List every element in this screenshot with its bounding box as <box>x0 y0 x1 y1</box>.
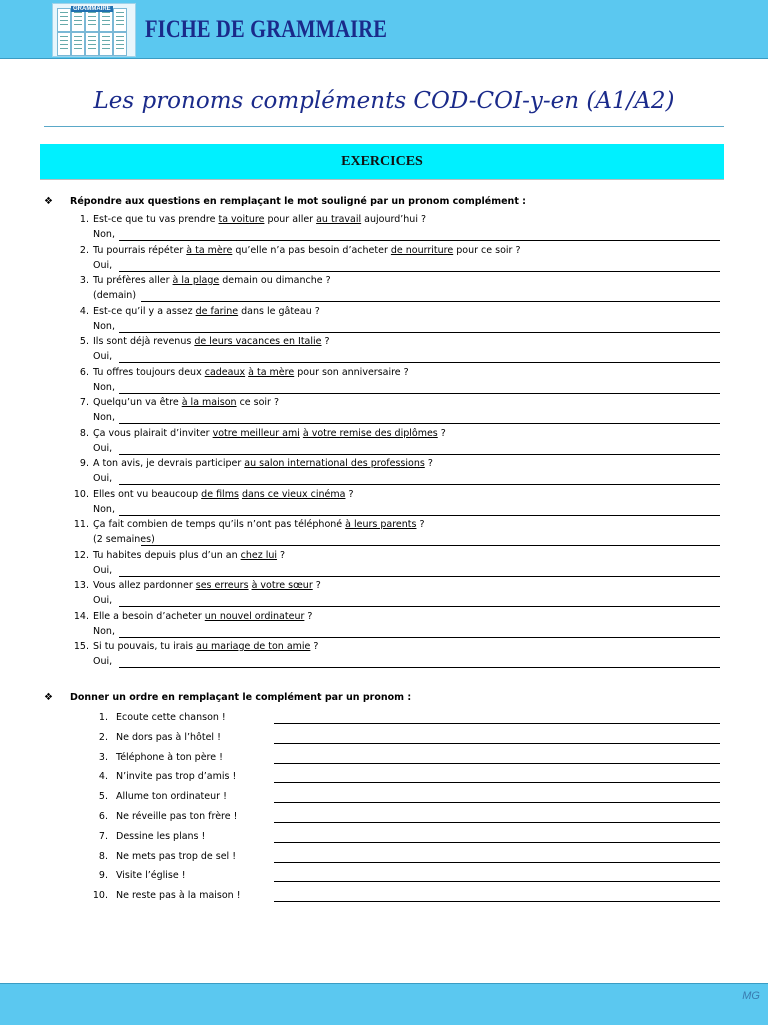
logo-label: GRAMMAIRE <box>73 6 111 12</box>
answer-prefix: Oui, <box>93 656 113 667</box>
question-number: 15. <box>73 641 89 652</box>
answer-line[interactable] <box>141 545 720 546</box>
diamond-bullet-icon: ❖ <box>44 196 53 207</box>
question-9 <box>79 458 433 469</box>
question-12 <box>73 550 286 561</box>
underlined-complement: de films <box>201 489 239 500</box>
answer-line[interactable] <box>119 332 720 333</box>
question-11 <box>73 519 425 530</box>
question-text: Quelqu’un va être <box>93 397 182 408</box>
order-6: Ne réveille pas ton frère ! <box>116 811 238 822</box>
question-14 <box>73 611 313 622</box>
section2-instruction-text: Donner un ordre en remplaçant le complément par un pronom : <box>70 692 412 703</box>
answer-line[interactable] <box>119 606 720 607</box>
underlined-complement: ta voiture <box>218 214 265 225</box>
question-text: aujourd’hui ? <box>361 214 427 225</box>
answer-line[interactable] <box>274 782 720 783</box>
section1-instruction <box>44 196 526 207</box>
order-3: Téléphone à ton père ! <box>116 752 223 763</box>
question-text: ? <box>277 550 286 561</box>
question-7 <box>79 397 280 408</box>
question-text: demain ou dimanche ? <box>219 275 331 286</box>
question-text: ? <box>312 580 321 591</box>
underlined-complement: de leurs vacances en Italie <box>194 336 322 347</box>
underlined-complement: cadeaux <box>204 367 246 378</box>
order-2: Ne dors pas à l’hôtel ! <box>116 732 221 743</box>
underlined-complement: chez lui <box>240 550 278 561</box>
question-13 <box>73 580 321 591</box>
question-text: ? <box>345 489 354 500</box>
question-number: 6. <box>79 367 89 378</box>
header-bar <box>0 0 768 59</box>
answer-line[interactable] <box>119 484 720 485</box>
section2-instruction <box>44 692 411 703</box>
answer-line[interactable] <box>274 842 720 843</box>
underlined-complement: au salon international des professions <box>244 458 425 469</box>
order-5: Allume ton ordinateur ! <box>116 791 227 802</box>
header-title: FICHE DE GRAMMAIRE <box>145 16 388 43</box>
question-1 <box>79 214 427 225</box>
answer-prefix: (2 semaines) <box>93 534 155 545</box>
underlined-complement: à leurs parents <box>345 519 417 530</box>
question-text: ce soir ? <box>236 397 280 408</box>
answer-prefix: Non, <box>93 321 115 332</box>
question-4 <box>79 306 320 317</box>
order-7: Dessine les plans ! <box>116 831 206 842</box>
answer-line[interactable] <box>141 301 720 302</box>
question-number: 1. <box>79 214 89 225</box>
underlined-complement: dans ce vieux cinéma <box>241 489 346 500</box>
order-number: 3. <box>98 752 108 763</box>
underlined-complement: à ta mère <box>248 367 295 378</box>
question-text: ? <box>310 641 319 652</box>
answer-line[interactable] <box>274 763 720 764</box>
question-number: 5. <box>79 336 89 347</box>
order-1: Ecoute cette chanson ! <box>116 712 226 723</box>
underlined-complement: à la plage <box>172 275 220 286</box>
answer-prefix: Oui, <box>93 473 113 484</box>
question-text: Si tu pouvais, tu irais <box>93 641 197 652</box>
answer-prefix: Oui, <box>93 595 113 606</box>
answer-line[interactable] <box>119 637 720 638</box>
answer-prefix: Non, <box>93 382 115 393</box>
question-text: Tu offres toujours deux <box>93 367 205 378</box>
question-text: ? <box>304 611 313 622</box>
order-10: Ne reste pas à la maison ! <box>116 890 241 901</box>
question-text: Est-ce que tu vas prendre <box>93 214 219 225</box>
answer-prefix: Non, <box>93 504 115 515</box>
section1-instruction-text: Répondre aux questions en remplaçant le mot souligné par un pronom complément : <box>70 196 526 207</box>
order-number: 7. <box>98 831 108 842</box>
answer-line[interactable] <box>119 240 720 241</box>
order-number: 5. <box>98 791 108 802</box>
question-number: 12. <box>73 550 89 561</box>
answer-line[interactable] <box>119 667 720 668</box>
underlined-complement: de nourriture <box>390 245 454 256</box>
answer-line[interactable] <box>119 454 720 455</box>
question-number: 10. <box>73 489 89 500</box>
question-8 <box>79 428 446 439</box>
exercises-banner: EXERCICES <box>40 144 724 180</box>
question-text: A ton avis, je devrais participer <box>93 458 245 469</box>
question-number: 11. <box>73 519 89 530</box>
underlined-complement: au travail <box>316 214 362 225</box>
answer-prefix: Non, <box>93 626 115 637</box>
question-text: Est-ce qu’il y a assez <box>93 306 196 317</box>
order-4: N’invite pas trop d’amis ! <box>116 771 237 782</box>
answer-line[interactable] <box>119 271 720 272</box>
answer-prefix: (demain) <box>93 290 137 301</box>
answer-prefix: Oui, <box>93 565 113 576</box>
underlined-complement: un nouvel ordinateur <box>204 611 305 622</box>
question-text: Elles ont vu beaucoup <box>93 489 202 500</box>
question-text: pour ce soir ? <box>453 245 521 256</box>
question-text: Vous allez pardonner <box>93 580 196 591</box>
order-8: Ne mets pas trop de sel ! <box>116 851 237 862</box>
question-5 <box>79 336 330 347</box>
order-number: 2. <box>98 732 108 743</box>
answer-line[interactable] <box>119 515 720 516</box>
answer-prefix: Non, <box>93 412 115 423</box>
order-number: 10. <box>92 890 108 901</box>
answer-line[interactable] <box>119 393 720 394</box>
underlined-complement: à ta mère <box>186 245 233 256</box>
underlined-complement: ses erreurs <box>195 580 249 591</box>
answer-line[interactable] <box>274 862 720 863</box>
answer-line[interactable] <box>274 822 720 823</box>
question-3 <box>79 275 331 286</box>
question-text: Elle a besoin d’acheter <box>93 611 205 622</box>
answer-line[interactable] <box>274 901 720 902</box>
question-10 <box>73 489 354 500</box>
question-text: ? <box>424 458 433 469</box>
question-text: Tu pourrais répéter <box>93 245 187 256</box>
question-text: ? <box>416 519 425 530</box>
question-text: Ça vous plairait d’inviter <box>93 428 213 439</box>
question-number: 8. <box>79 428 89 439</box>
answer-line[interactable] <box>274 723 720 724</box>
order-9: Visite l’église ! <box>116 870 186 881</box>
underlined-complement: à votre sœur <box>251 580 313 591</box>
title-divider <box>44 126 724 127</box>
answer-line[interactable] <box>274 802 720 803</box>
answer-line[interactable] <box>119 423 720 424</box>
underlined-complement: de farine <box>195 306 239 317</box>
question-number: 2. <box>79 245 89 256</box>
answer-line[interactable] <box>119 362 720 363</box>
answer-prefix: Oui, <box>93 260 113 271</box>
question-6 <box>79 367 409 378</box>
answer-prefix: Oui, <box>93 351 113 362</box>
question-text: Tu habites depuis plus d’un an <box>93 550 241 561</box>
footer-bar <box>0 983 768 1025</box>
question-number: 9. <box>79 458 89 469</box>
question-text: pour son anniversaire ? <box>294 367 409 378</box>
underlined-complement: votre meilleur ami <box>212 428 300 439</box>
question-number: 3. <box>79 275 89 286</box>
grammar-logo-icon <box>52 3 136 57</box>
answer-line[interactable] <box>119 576 720 577</box>
order-number: 1. <box>98 712 108 723</box>
answer-prefix: Oui, <box>93 443 113 454</box>
question-number: 4. <box>79 306 89 317</box>
question-text: pour aller <box>264 214 317 225</box>
question-text: Tu préfères aller <box>93 275 173 286</box>
order-number: 6. <box>98 811 108 822</box>
question-number: 13. <box>73 580 89 591</box>
underlined-complement: à la maison <box>181 397 237 408</box>
question-text: dans le gâteau ? <box>238 306 320 317</box>
diamond-bullet-icon: ❖ <box>44 692 53 703</box>
author-initials: MG <box>742 990 760 1002</box>
question-number: 7. <box>79 397 89 408</box>
answer-line[interactable] <box>274 743 720 744</box>
question-text: ? <box>437 428 446 439</box>
question-number: 14. <box>73 611 89 622</box>
question-text: Ils sont déjà revenus <box>93 336 195 347</box>
order-number: 9. <box>98 870 108 881</box>
answer-line[interactable] <box>274 881 720 882</box>
question-text: ? <box>321 336 330 347</box>
answer-prefix: Non, <box>93 229 115 240</box>
underlined-complement: au mariage de ton amie <box>196 641 311 652</box>
question-text: Ça fait combien de temps qu’ils n’ont pas téléphoné <box>93 519 346 530</box>
order-number: 8. <box>98 851 108 862</box>
question-15 <box>73 641 319 652</box>
question-2 <box>79 245 521 256</box>
order-number: 4. <box>98 771 108 782</box>
question-text: qu’elle n’a pas besoin d’acheter <box>232 245 391 256</box>
underlined-complement: à votre remise des diplômes <box>302 428 438 439</box>
page-title: Les pronoms compléments COD-COI-y-en (A1/A2) <box>93 88 675 114</box>
